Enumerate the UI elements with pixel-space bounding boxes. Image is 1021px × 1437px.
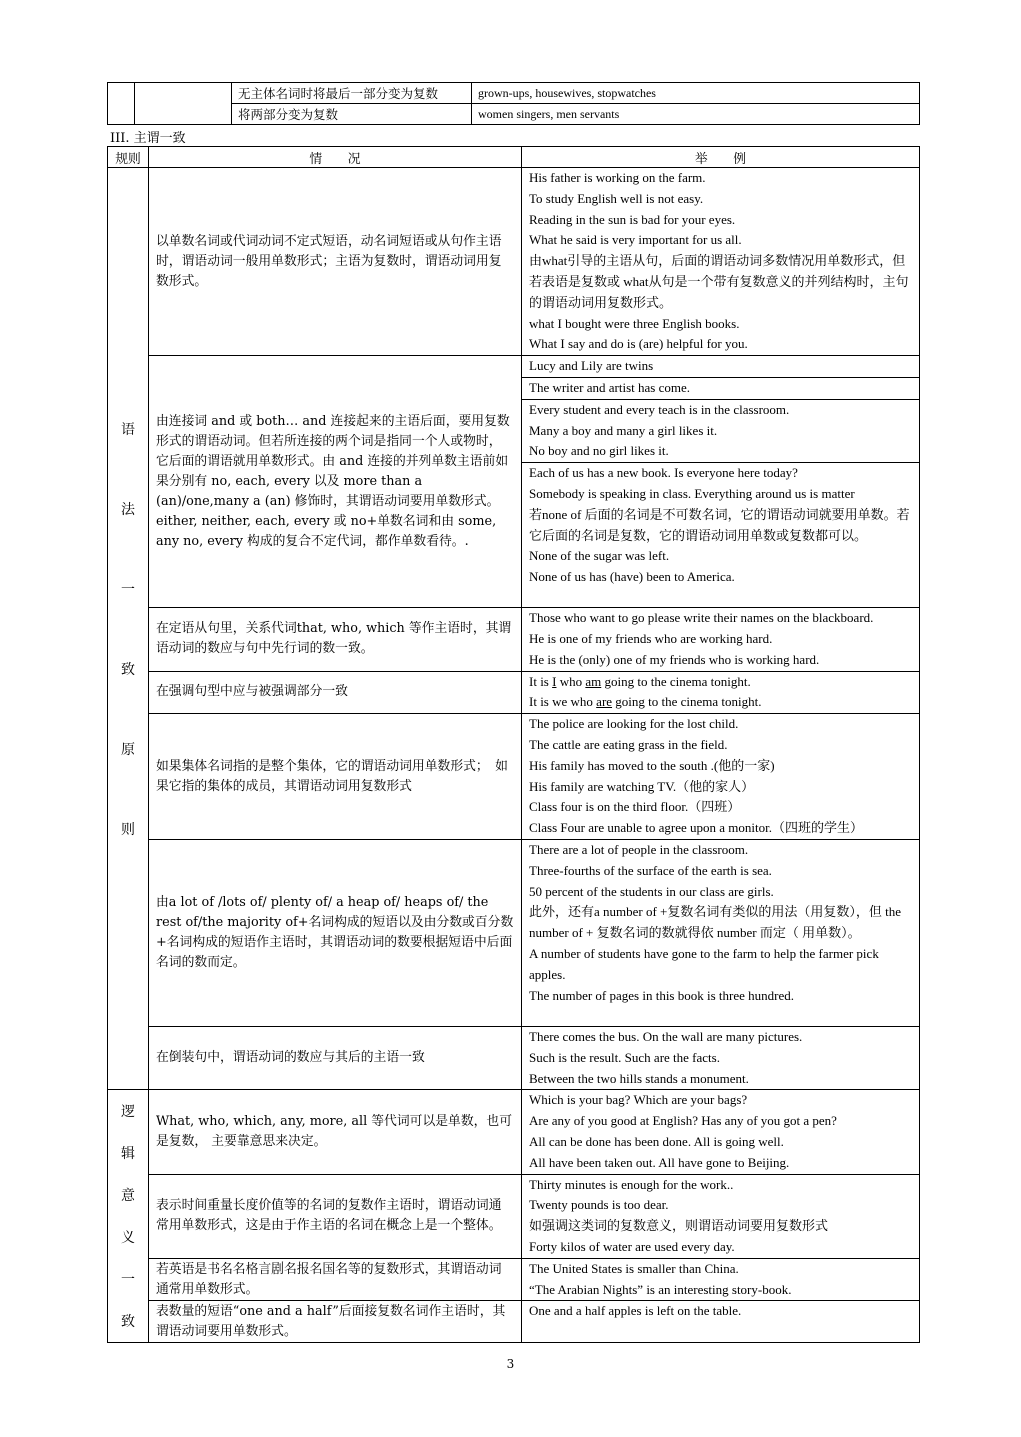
text-part: going to the cinema tonight. [601,673,751,689]
rule-char: 致 [121,661,135,678]
example-cell: grown-ups, housewives, stopwatches [472,83,920,104]
header-row [108,147,920,168]
situation-cell: 表示时间重量长度价值等的名词的复数作主语时，谓语动词通常用单数形式，这是由于作主语的名词在概念上是一个整体。 [149,1174,522,1258]
example-cell [522,1026,920,1089]
rule-char: 法 [121,501,135,518]
example-line: He is one of my friends who are working hard. [529,630,773,646]
rule-char: 逻 [121,1104,135,1121]
text-part: It is [529,673,553,689]
table-row [108,714,920,840]
situation-cell: What, who, which, any, more, all 等代词可以是单数，也可是复数， 主要靠意思来决定。 [149,1090,522,1174]
example-cell [522,1090,920,1174]
situation-cell: 如果集体名词指的是整个集体，它的谓语动词用单数形式； 如果它指的集体的成员，其谓语动词用复数形式 [149,714,522,840]
example-cell [522,1174,920,1258]
rule-char: 原 [121,741,135,758]
example-line: Those who want to go please write their names on the blackboard. [529,610,874,626]
example-cell: women singers, men servants [472,104,920,125]
situation-cell: 无主体名词时将最后一部分变为复数 [232,83,472,104]
example-line: 50 percent of the students in our class are girls. [529,883,774,899]
table-row [108,839,920,1026]
example-line: Somebody is speaking in class. Everything around us is matter [529,485,855,501]
table-row [108,1026,920,1089]
situation-cell: 在倒装句中，谓语动词的数应与其后的主语一致 [149,1026,522,1089]
rule-char: 义 [121,1230,135,1247]
example-line: Twenty pounds is too dear. [529,1197,669,1213]
empty-cell [108,83,135,125]
text-part: who [556,673,586,689]
example-line: One and a half apples is left on the table. [529,1303,742,1319]
table-row [108,356,920,608]
situation-cell: 若英语是书名名格言剧名报名国名等的复数形式，其谓语动词通常用单数形式。 [149,1258,522,1301]
example-line: Are any of you good at English? Has any of you got a pen? [529,1113,837,1129]
example-line: The cattle are eating grass in the field. [529,736,728,752]
example-cell [522,1258,920,1301]
example-line: To study English well is not easy. [529,190,704,206]
example-line: No boy and no girl likes it. [529,443,669,459]
example-line: There are a lot of people in the classroom. [529,841,749,857]
example-line: Many a boy and many a girl likes it. [529,422,718,438]
example-line: All have been taken out. All have gone to Beijing. [529,1154,790,1170]
table-row [108,671,920,714]
example-line: None of us has (have) been to America. [529,569,735,585]
example-line [522,692,919,713]
table-row [108,1090,920,1174]
subject-verb-agreement-table [107,146,920,1343]
example-line: Every student and every teach is in the classroom. [522,399,919,421]
example-line: Reading in the sun is bad for your eyes. [529,211,736,227]
example-line: There comes the bus. On the wall are many pictures. [529,1028,803,1044]
example-line: His father is working on the farm. [529,170,706,185]
underlined-word: am [585,673,602,689]
example-cell [522,671,920,714]
underlined-word: I [552,673,557,689]
example-line: What I say and do is (are) helpful for you. [529,336,748,352]
text-part: It is we who [529,694,597,710]
example-line: The United States is smaller than China. [529,1260,739,1276]
table-row [108,168,920,356]
example-note: 若none of 后面的名词是不可数名词，它的谓语动词就要用单数。若它后面的名词是复数，它的谓语动词用单数或复数都可以。 [529,506,910,543]
rule-char: 一 [121,1272,135,1289]
example-cell [522,839,920,1026]
table-row [108,608,920,671]
rule-grammatical [108,168,149,1090]
example-line: Between the two hills stands a monument. [529,1070,749,1086]
top-table [107,82,920,125]
situation-cell: 在强调句型中应与被强调部分一致 [149,671,522,714]
header-rule: 规则 [108,147,149,168]
example-line [522,672,919,693]
header-situation: 情 况 [149,147,522,168]
example-line: “The Arabian Nights” is an interesting story-book. [529,1281,792,1297]
example-line: None of the sugar was left. [529,548,670,564]
example-line: Class Four are unable to agree upon a monitor.（四班的学生） [529,820,863,836]
section-title: III. 主谓一致 [110,131,186,146]
example-cell [522,1301,920,1343]
table-row [108,1258,920,1301]
rule-char: 辑 [121,1146,135,1163]
example-line: The writer and artist has come. [522,377,919,399]
example-line: Three-fourths of the surface of the earth is sea. [529,862,772,878]
example-line: Forty kilos of water are used every day. [529,1238,735,1254]
rule-char: 意 [121,1188,135,1205]
example-cell [522,714,920,840]
empty-cell [135,83,232,125]
example-note: 由what引导的主语从句，后面的谓语动词多数情况用单数形式，但若表语是复数或 what从句是一个带有复数意义的并列结构时，主句的谓语动词用复数形式。 [529,253,909,310]
text-part: going to the cinema tonight. [612,694,762,710]
example-line: All can be done has been done. All is going well. [529,1133,784,1149]
table-row [108,1301,920,1343]
example-line: what I bought were three English books. [529,315,740,331]
example-line: Lucy and Lily are twins [529,358,654,374]
table-row [108,1174,920,1258]
rule-char: 一 [121,581,135,598]
table-row [108,83,920,104]
situation-cell: 将两部分变为复数 [232,104,472,125]
situation-cell: 以单数名词或代词动词不定式短语，动名词短语或从句作主语时，谓语动词一般用单数形式；主语为复数时，谓语动词用复数形式。 [149,168,522,356]
example-line: He is the (only) one of my friends who is working hard. [529,651,820,667]
rule-char: 则 [121,821,135,838]
rule-logical [108,1090,149,1343]
example-line: His family has moved to the south .(他的一家) [529,757,775,773]
example-line: Each of us has a new book. Is everyone here today? [522,462,919,484]
example-note: 此外，还有a number of +复数名词有类似的用法（用复数），但 the number of + 复数名词的数就得依 number 而定（ 用单数）。 [529,904,902,941]
example-line: The number of pages in this book is three hundred. [529,987,794,1003]
header-example: 举 例 [522,147,920,168]
rule-char: 语 [121,421,135,438]
situation-cell: 由连接词 and 或 both… and 连接起来的主语后面，要用复数形式的谓语动词。但若所连接的两个词是指同一个人或物时，它后面的谓语就用单数形式。由 and 连接的并列单数主语前如果分别有 no, each, every 以及 more than a (an)/one,many a (an) 修饰时，其谓语动词要用单数形式。either, neither, each, every 或 no+单数名词和由 some, any no, every 构成的复合不定代词，都作单数看待。. [149,356,522,608]
example-line: A number of students have gone to the farm to help the farmer pick apples. [529,945,879,982]
example-line: The police are looking for the lost child. [529,716,739,732]
underlined-word: are [596,694,613,710]
example-line: Class four is on the third floor.（四班） [529,799,741,815]
example-line: What he said is very important for us all. [529,232,742,248]
example-cell [522,356,920,608]
example-note: 如强调这类词的复数意义，则谓语动词要用复数形式 [529,1218,829,1234]
example-cell [522,168,920,356]
page-number: 3 [506,1357,515,1371]
example-line: Which is your bag? Which are your bags? [529,1092,748,1108]
example-line: Thirty minutes is enough for the work.. [529,1176,734,1192]
situation-cell: 由a lot of /lots of/ plenty of/ a heap of/ heaps of/ the rest of/the majority of+名词构成的短语以及由分数或百分数+名词构成的短语作主语时，其谓语动词的数要根据短语中后面名词的数而定。 [149,839,522,1026]
situation-cell: 表数量的短语“one and a half”后面接复数名词作主语时，其谓语动词要用单数形式。 [149,1301,522,1343]
situation-cell: 在定语从句里，关系代词that, who, which 等作主语时，其谓语动词的数应与句中先行词的数一致。 [149,608,522,671]
rule-char: 致 [121,1314,135,1331]
example-line: Such is the result. Such are the facts. [529,1049,720,1065]
example-line: His family are watching TV.（他的家人） [529,778,755,794]
example-cell [522,608,920,671]
